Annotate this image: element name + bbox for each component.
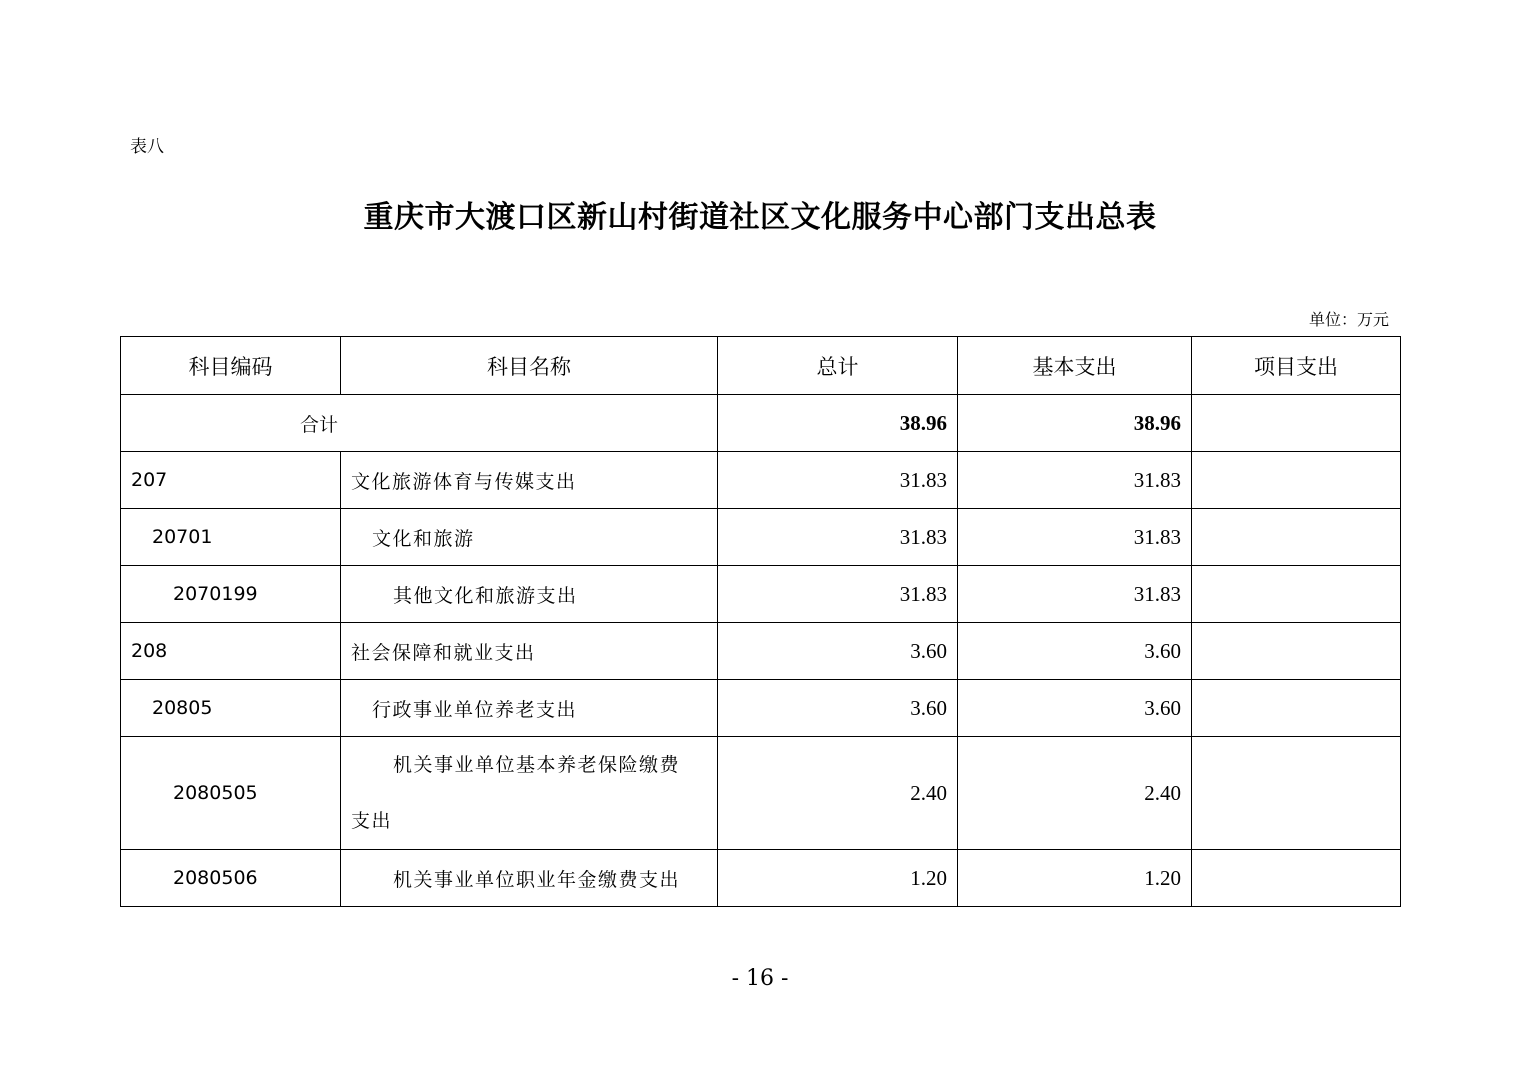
table-row [121, 737, 1401, 850]
row-name: 社会保障和就业支出 [341, 623, 718, 680]
row-basic: 2.40 [958, 737, 1192, 850]
column-header-code: 科目编码 [121, 337, 341, 395]
row-name-line1: 机关事业单位基本养老保险缴费 [393, 754, 681, 776]
row-total: 3.60 [718, 680, 958, 737]
table-row [121, 452, 1401, 509]
row-basic: 31.83 [958, 452, 1192, 509]
total-project [1192, 395, 1401, 452]
expenditure-table [120, 336, 1401, 907]
row-basic: 1.20 [958, 850, 1192, 907]
row-project [1192, 623, 1401, 680]
page-number: - 16 - [731, 966, 789, 991]
row-code: 20701 [121, 509, 341, 566]
row-code: 208 [121, 623, 341, 680]
column-header-total: 总计 [718, 337, 958, 395]
row-name: 行政事业单位养老支出 [341, 680, 718, 737]
row-code: 2070199 [121, 566, 341, 623]
row-name: 其他文化和旅游支出 [341, 566, 718, 623]
total-basic: 38.96 [958, 395, 1192, 452]
row-total: 3.60 [718, 623, 958, 680]
table-row [121, 623, 1401, 680]
row-total: 31.83 [718, 452, 958, 509]
row-total: 2.40 [718, 737, 958, 850]
column-header-name: 科目名称 [341, 337, 718, 395]
row-code: 207 [121, 452, 341, 509]
row-project [1192, 737, 1401, 850]
row-name-line2: 支出 [351, 810, 393, 832]
row-name [341, 737, 718, 850]
row-basic: 3.60 [958, 623, 1192, 680]
row-total: 31.83 [718, 509, 958, 566]
table-header-row [121, 337, 1401, 395]
table-row [121, 509, 1401, 566]
table-row [121, 680, 1401, 737]
row-basic: 31.83 [958, 566, 1192, 623]
row-project [1192, 452, 1401, 509]
row-basic: 3.60 [958, 680, 1192, 737]
table-row [121, 566, 1401, 623]
page-title: 重庆市大渡口区新山村街道社区文化服务中心部门支出总表 [363, 200, 1157, 235]
table-number-label: 表八 [130, 137, 164, 157]
unit-label: 单位：万元 [1308, 310, 1389, 329]
row-code: 2080505 [121, 737, 341, 850]
total-sum: 38.96 [718, 395, 958, 452]
row-name: 文化和旅游 [341, 509, 718, 566]
column-header-basic: 基本支出 [958, 337, 1192, 395]
total-label: 合计 [121, 395, 718, 452]
row-project [1192, 509, 1401, 566]
row-name: 文化旅游体育与传媒支出 [341, 452, 718, 509]
row-project [1192, 566, 1401, 623]
column-header-project: 项目支出 [1192, 337, 1401, 395]
row-project [1192, 850, 1401, 907]
table-row [121, 850, 1401, 907]
row-project [1192, 680, 1401, 737]
row-name: 机关事业单位职业年金缴费支出 [341, 850, 718, 907]
row-basic: 31.83 [958, 509, 1192, 566]
row-total: 1.20 [718, 850, 958, 907]
row-code: 20805 [121, 680, 341, 737]
total-row [121, 395, 1401, 452]
row-total: 31.83 [718, 566, 958, 623]
row-code: 2080506 [121, 850, 341, 907]
